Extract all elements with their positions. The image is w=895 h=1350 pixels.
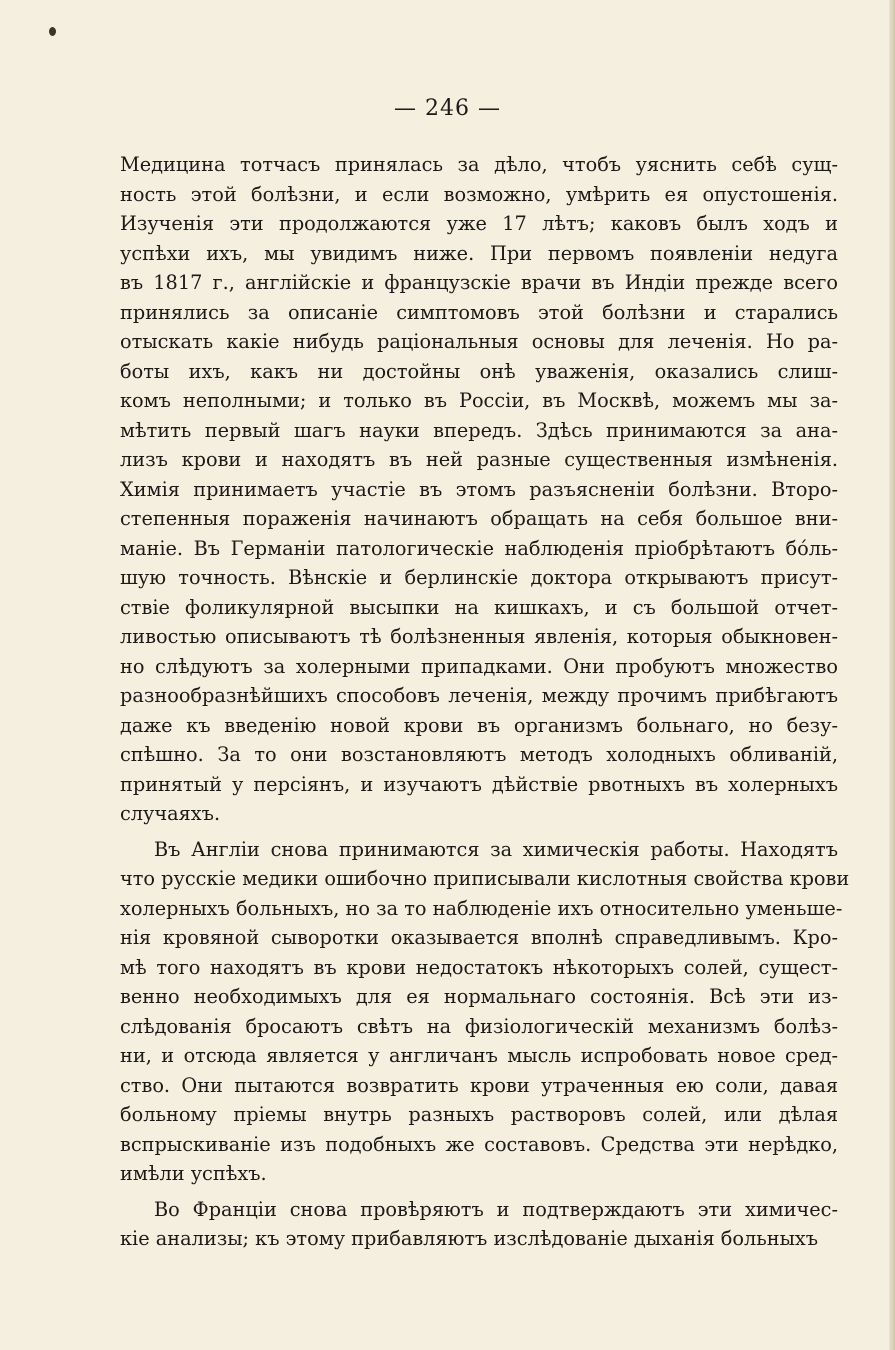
text-line: лизъ крови и находятъ въ ней разные существенныя измѣненія. [120, 448, 838, 471]
text-line: слѣдованія бросаютъ свѣтъ на физіологическій механизмъ болѣз- [120, 1014, 838, 1038]
text-line: Въ Англіи снова принимаются за химическія работы. Находятъ [154, 837, 838, 861]
body-text [120, 150, 850, 1260]
text-line: Во Франціи снова провѣряютъ и подтверждаютъ эти химичес- [154, 1197, 838, 1221]
paragraph [120, 150, 838, 829]
text-line: степенныя пораженія начинаютъ обращать на себя большое вни- [120, 507, 838, 530]
text-line: спѣшно. За то они возстановляютъ методъ холодныхъ обливаній, [120, 743, 838, 766]
text-line: мѣ того находятъ въ крови недостатокъ нѣкоторыхъ солей, сущест- [120, 955, 838, 979]
text-line: случаяхъ. [120, 802, 221, 825]
text-line: даже къ введенію новой крови въ организмъ больнаго, но безу- [120, 713, 838, 737]
text-line: маніе. Въ Германіи патологическіе наблюденія пріобрѣтаютъ бо́ль- [120, 536, 838, 560]
text-line: кіе анализы; къ этому прибавляютъ изслѣдованіе дыханія больныхъ [120, 1227, 819, 1250]
ink-spot [49, 27, 56, 36]
text-line: нія кровяной сыворотки оказывается вполнѣ справедливымъ. Кро- [120, 926, 838, 949]
text-line: венно необходимыхъ для ея нормальнаго состоянія. Всѣ эти из- [120, 985, 838, 1008]
text-line: ливостью описываютъ тѣ болѣзненныя явленія, которыя обыкновен- [120, 625, 838, 648]
text-line: шую точность. Вѣнскіе и берлинскіе доктора открываютъ присут- [120, 566, 838, 589]
text-line: больному пріемы внутрь разныхъ растворовъ солей, или дѣлая [120, 1103, 838, 1126]
text-line: Химія принимаетъ участіе въ этомъ разъясненіи болѣзни. Второ- [120, 477, 838, 501]
text-line: боты ихъ, какъ ни достойны онѣ уваженія, оказались слиш- [120, 359, 838, 383]
text-line: комъ неполными; и только въ Россіи, въ Москвѣ, можемъ мы за- [120, 389, 838, 412]
text-line: въ 1817 г., англійскіе и французскіе врачи въ Индіи прежде всего [120, 271, 838, 294]
page-number: — 246 — [394, 96, 501, 121]
text-line: ствіе фоликулярной высыпки на кишкахъ, и съ большой отчет- [120, 595, 838, 619]
page-edge [889, 0, 895, 1350]
text-line: ство. Они пытаются возвратить крови утраченныя ею соли, давая [120, 1073, 838, 1097]
text-line: мѣтить первый шагъ науки впередъ. Здѣсь принимаются за ана- [120, 418, 838, 442]
text-line: холерныхъ больныхъ, но за то наблюденіе ихъ относительно уменьше- [120, 896, 843, 920]
text-line: отыскать какіе нибудь раціональныя основы для леченія. Но ра- [120, 330, 838, 353]
text-line: Изученія эти продолжаются уже 17 лѣтъ; каковъ былъ ходъ и [120, 212, 838, 235]
text-line: имѣли успѣхъ. [120, 1162, 267, 1185]
text-line: Медицина тотчасъ принялась за дѣло, чтобъ уяснить себѣ сущ- [120, 153, 838, 176]
text-line: ность этой болѣзни, и если возможно, умѣрить ея опустошенія. [120, 182, 838, 206]
paragraph [120, 835, 850, 1189]
text-line: ни, и отсюда является у англичанъ мысль испробовать новое сред- [120, 1044, 838, 1067]
text-line: принятый у персіянъ, и изучаютъ дѣйствіе рвотныхъ въ холерныхъ [120, 772, 838, 796]
text-line: принялись за описаніе симптомовъ этой болѣзни и старались [120, 300, 838, 324]
paragraph [120, 1195, 838, 1254]
text-line: что русскіе медики ошибочно приписывали кислотныя свойства крови [120, 867, 850, 890]
text-line: разнообразнѣйшихъ способовъ леченія, между прочимъ прибѣгаютъ [120, 684, 838, 707]
text-line: успѣхи ихъ, мы увидимъ ниже. При первомъ появленіи недуга [120, 241, 838, 265]
text-line: но слѣдуютъ за холерными припадками. Они пробуютъ множество [120, 654, 838, 678]
text-line: вспрыскиваніе изъ подобныхъ же составовъ. Средства эти нерѣдко, [120, 1132, 838, 1156]
